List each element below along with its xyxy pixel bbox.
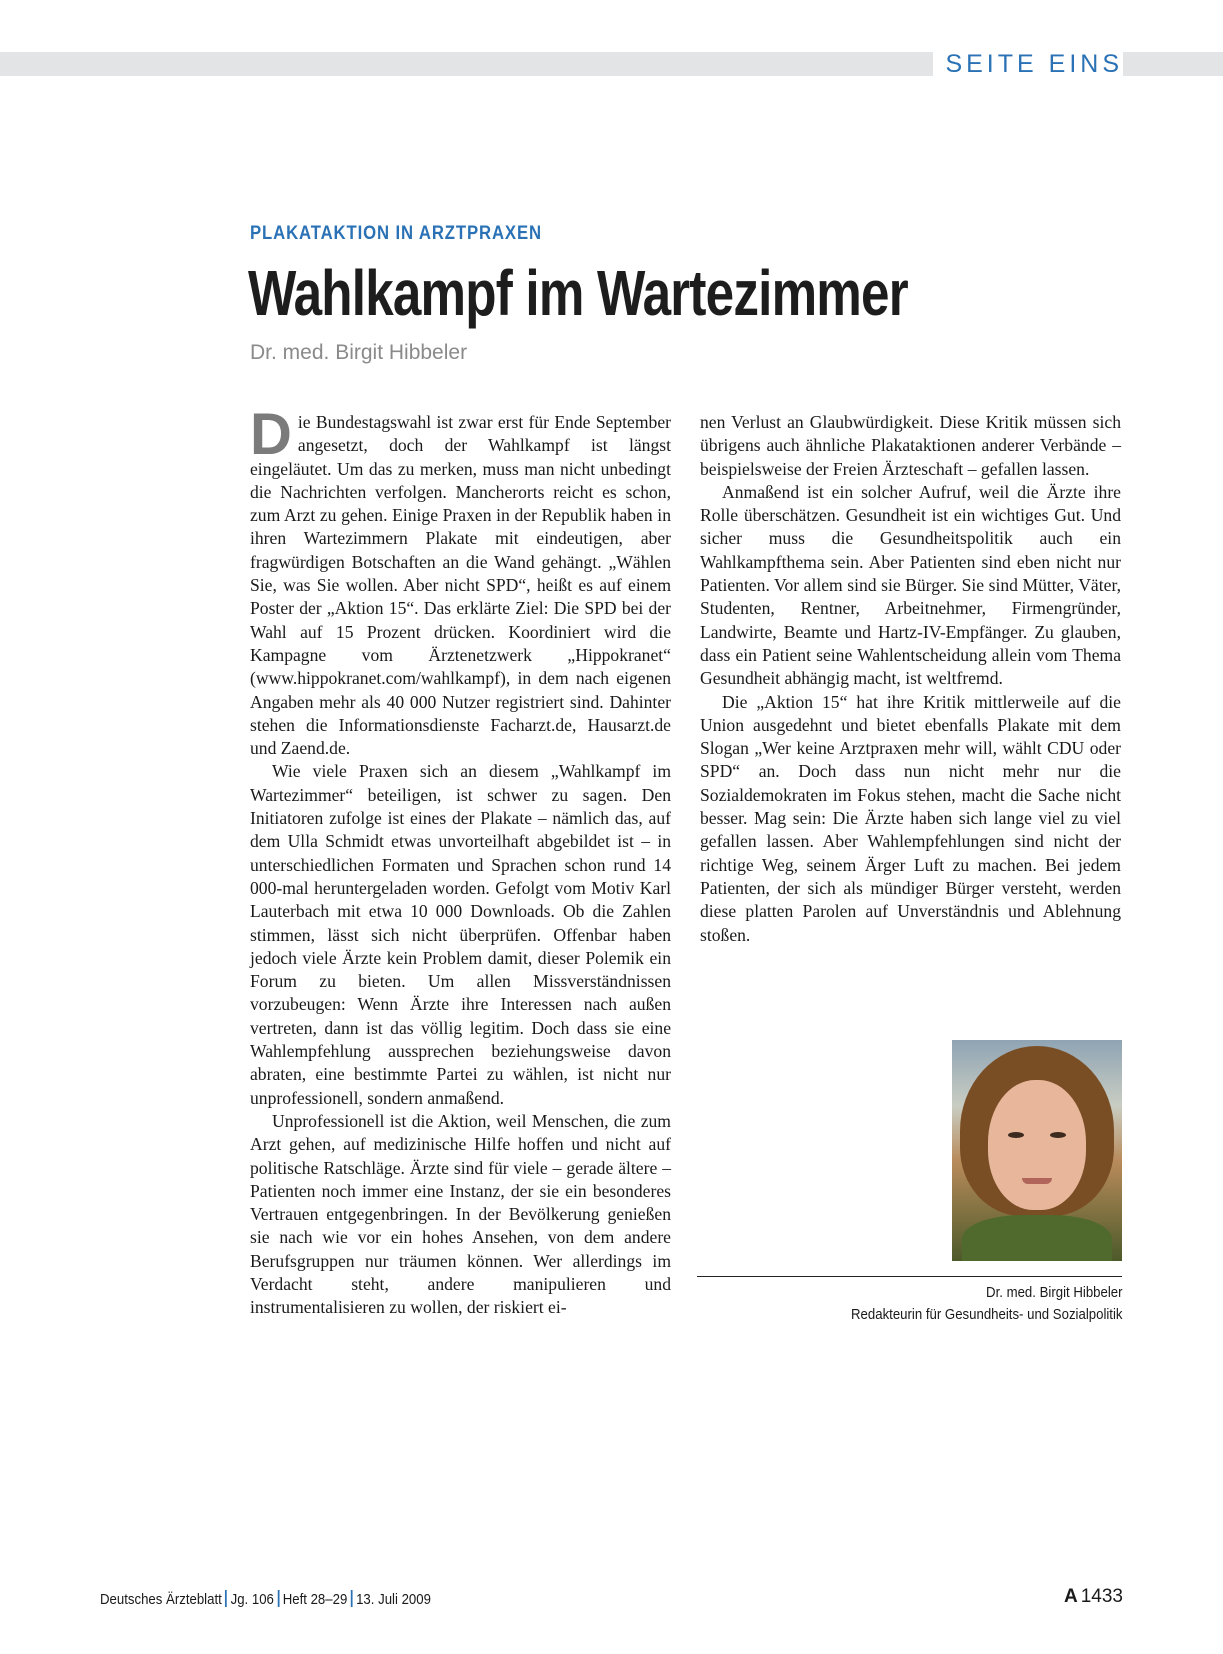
journal-name: Deutsches Ärzteblatt bbox=[100, 1591, 222, 1608]
footer-separator bbox=[277, 1590, 279, 1607]
article-column-2 bbox=[700, 411, 1121, 947]
footer-separator bbox=[351, 1590, 353, 1607]
article-title: Wahlkampf im Wartezimmer bbox=[248, 257, 908, 329]
paragraph-4: nen Verlust an Glaubwürdigkeit. Diese Kritik müssen sich übrigens auch ähnliche Plakataktionen anderer Verbände – beispielsweise der Freien Ärzteschaft – gefallen lassen. bbox=[700, 412, 1121, 479]
author-name: Dr. med. Birgit Hibbeler bbox=[986, 1284, 1123, 1301]
article-column-1 bbox=[250, 402, 671, 1320]
page-number: A 1433 bbox=[1063, 1586, 1123, 1607]
paragraph-5: Anmaßend ist ein solcher Aufruf, weil die Ärzte ihre Rolle überschätzen. Gesundheit ist ein wichtiges Gut. Und sicher muss die Gesundheitspolitik auch ein Wahlkampfthema sein. Aber Patienten sind eben nicht nur Patienten. Vor allem sind sie Bürger. Sie sind Mütter, Väter, Studenten, Rentner, Arbeitnehmer, Firmengründer, Landwirte, Beamte und Hartz-IV-Empfänger. Zu glauben, dass ein Patient seine Wahlentscheidung allein vom Thema Gesundheit abhängig macht, ist weltfremd. bbox=[700, 481, 1121, 689]
author-photo bbox=[952, 1040, 1122, 1261]
journal-volume: Jg. 106 bbox=[230, 1591, 274, 1608]
paragraph-1: Die Bundestagswahl ist zwar erst für Ende September angesetzt, doch der Wahlkampf ist längst eingeläutet. Um das zu merken, muss man nicht unbedingt die Nachrichten verfolgen. Mancherorts reicht es schon, zum Arzt zu gehen. Einige Praxen in der Republik haben in ihren Wartezimmern Plakate mit eindeutigen, aber fragwürdigen Botschaften an die Wand gehängt. „Wählen Sie, was Sie wollen. Aber nicht SPD“, heißt es auf einem Poster der „Aktion 15“. Das erklärte Ziel: Die SPD bei der Wahl auf 15 Prozent drücken. Koordiniert wird die Kampagne vom Ärztenetzwerk „Hippokranet“ (www.hippokranet.com/wahlkampf), in dem nach eigenen Angaben mehr als 40 000 Nutzer registriert sind. Dahinter stehen die Informationsdienste Facharzt.de, Hausarzt.de und Zaend.de. bbox=[250, 402, 671, 759]
caption-divider bbox=[697, 1276, 1122, 1277]
paragraph-3: Unprofessionell ist die Aktion, weil Menschen, die zum Arzt gehen, auf medizinische Hilfe hoffen und nicht auf politische Ratschläge. Ärzte sind für viele – gerade ältere – Patienten noch immer eine Instanz, der sie ein besonderes Vertrauen entgegenbringen. In der Bevölkerung genießen sie nach wie vor ein hohes Ansehen, von dem andere Berufsgruppen nur träumen können. Wer allerdings im Verdacht steht, andere manipulieren und instrumentalisieren zu wollen, der riskiert ei- bbox=[250, 1110, 671, 1318]
author-role: Redakteurin für Gesundheits- und Sozialpolitik bbox=[851, 1306, 1123, 1323]
article-kicker: PLAKATAKTION IN ARZTPRAXEN bbox=[250, 223, 542, 244]
author-caption bbox=[814, 1282, 1123, 1326]
drop-cap: D bbox=[250, 402, 292, 467]
article-byline: Dr. med. Birgit Hibbeler bbox=[250, 341, 468, 364]
paragraph-2: Wie viele Praxen sich an diesem „Wahlkampf im Wartezimmer“ beteiligen, ist schwer zu sagen. Den Initiatoren zufolge ist eines der Plakate – nämlich das, auf dem Ulla Schmidt etwas unvorteilhaft abgebildet ist – in unterschiedlichen Formaten und Sprachen schon rund 14 000-mal heruntergeladen worden. Gefolgt vom Motiv Karl Lauterbach mit etwa 10 000 Downloads. Ob die Zahlen stimmen, lässt sich nicht überprüfen. Offenbar haben jedoch viele Ärzte kein Problem damit, dieser Polemik ein Forum zu bieten. Um allen Missverständnissen vorzubeugen: Wenn Ärzte ihre Interessen nach außen vertreten, dann ist das völlig legitim. Doch dass sie eine Wahlempfehlung aussprechen beziehungsweise davon abraten, eine bestimmte Partei zu wählen, ist nicht nur unprofessionell, sondern anmaßend. bbox=[250, 761, 671, 1108]
journal-date: 13. Juli 2009 bbox=[356, 1591, 431, 1608]
paragraph-6: Die „Aktion 15“ hat ihre Kritik mittlerweile auf die Union ausgedehnt und bietet ebenfalls Plakate mit dem Slogan „Wer keine Arztpraxen mehr will, wählt CDU oder SPD“ an. Doch dass nun nicht mehr nur die Sozialdemokraten im Fokus stehen, macht die Sache nicht besser. Mag sein: Die Ärzte haben sich lange viel zu viel gefallen lassen. Aber Wahlempfehlungen sind nicht der richtige Weg, seinem Ärger Luft zu machen. Bei jedem Patienten, der sich als mündiger Bürger versteht, werden diese platten Parolen auf Unverständnis und Ablehnung stoßen. bbox=[700, 691, 1121, 945]
footer-citation bbox=[100, 1590, 431, 1608]
journal-issue: Heft 28–29 bbox=[282, 1591, 348, 1608]
footer-separator bbox=[225, 1590, 227, 1607]
section-label: SEITE EINS bbox=[933, 48, 1123, 80]
